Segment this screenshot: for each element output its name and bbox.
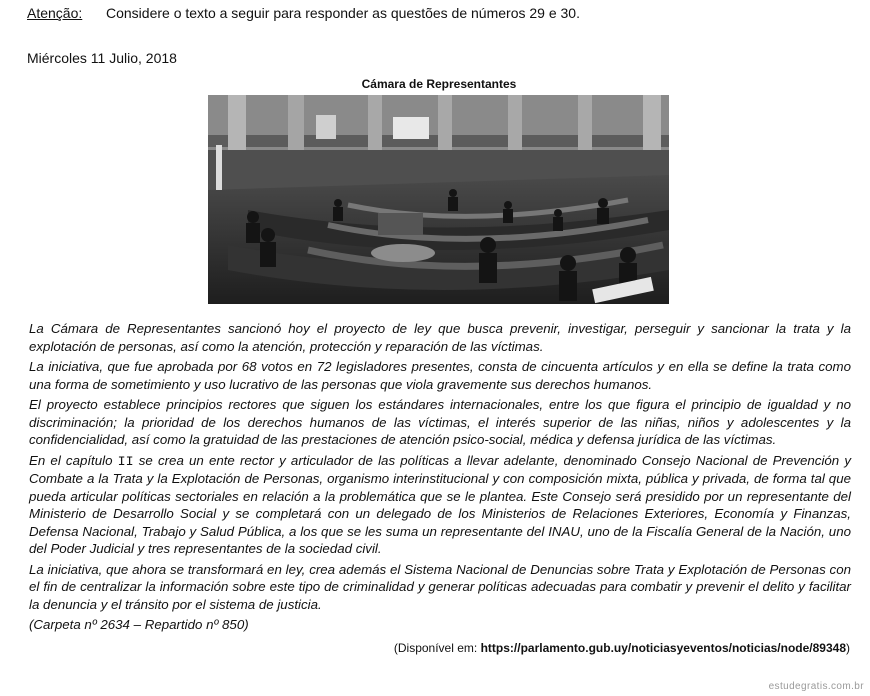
article-body bbox=[29, 320, 851, 634]
paragraph-3: El proyecto establece principios rectores que siguen los estándares internacionales, entre los que figura el principio de igualdad y no discriminación; la prioridad de los derechos humanos de las víctimas, el interés superior de las niñas, niños y adolescentes y la confidencialidad, así como la gratuidad de las prestaciones de atención psico-social, médica y defensa jurídica de las víctimas. bbox=[29, 397, 851, 447]
paragraph-1: La Cámara de Representantes sancionó hoy el proyecto de ley que busca prevenir, investigar, perseguir y sancionar la trata y la explotación de personas, así como la atención, protección y reparación de las víctimas. bbox=[29, 321, 851, 354]
paragraph-2: La iniciativa, que fue aprobada por 68 votos en 72 legisladores presentes, consta de cincuenta artículos y en ella se define la trata como una forma de sometimiento y uso lucrativo de las personas que viola gravemente sus derechos humanos. bbox=[29, 359, 851, 392]
source-citation bbox=[394, 641, 850, 655]
photo-caption: Cámara de Representantes bbox=[361, 77, 517, 91]
chamber-photo bbox=[208, 95, 669, 304]
chapter-numeral: II bbox=[117, 453, 134, 469]
reference-note: (Carpeta nº 2634 – Repartido nº 850) bbox=[29, 617, 249, 632]
instruction-text: Considere o texto a seguir para responder as questões de números 29 e 30. bbox=[106, 5, 580, 21]
attention-label: Atenção: bbox=[27, 5, 83, 21]
source-suffix: ) bbox=[846, 641, 850, 655]
article-date: Miércoles 11 Julio, 2018 bbox=[27, 50, 177, 66]
paragraph-4-start: En el capítulo bbox=[29, 452, 118, 468]
instruction-header bbox=[27, 5, 580, 21]
paragraph-4 bbox=[29, 452, 851, 558]
source-prefix: (Disponível em: bbox=[393, 641, 481, 655]
paragraph-5: La iniciativa, que ahora se transformará en ley, crea además el Sistema Nacional de Denuncias sobre Trata y Explotación de Personas con el fin de centralizar la información sobre este tipo de criminalidad y generar políticas adecuadas para combatir y prevenir el delito y facilitar la denuncia y el tránsito por el sistema de justicia. bbox=[29, 561, 851, 612]
paragraph-4-rest: se crea un ente rector y articulador de las políticas a llevar adelante, denominado Consejo Nacional de Prevención y Combate a la Trata y la Explotación de Personas, organismo interinstitucional y con composición mixta, pública y privada, de forma tal que pueda articular políticas sectoriales en relación a la problemática que se le plantea. Este Consejo será presidido por un representante del Ministerio de Desarrollo Social y se completará con un delegado de los Ministerios de Relaciones Exteriores, Economía y Finanzas, Defensa Nacional, Trabajo y Salud Pública, a los que se les suma un representante del INAU, uno de la Fiscalía General de la Nación, uno del Poder Judicial y tres representantes de la sociedad civil. bbox=[29, 452, 851, 556]
chamber-photo-illustration bbox=[208, 95, 669, 304]
site-watermark: estudegratis.com.br bbox=[768, 681, 864, 692]
source-url: https://parlamento.gub.uy/noticiasyeventos/noticias/node/89348 bbox=[480, 641, 846, 655]
